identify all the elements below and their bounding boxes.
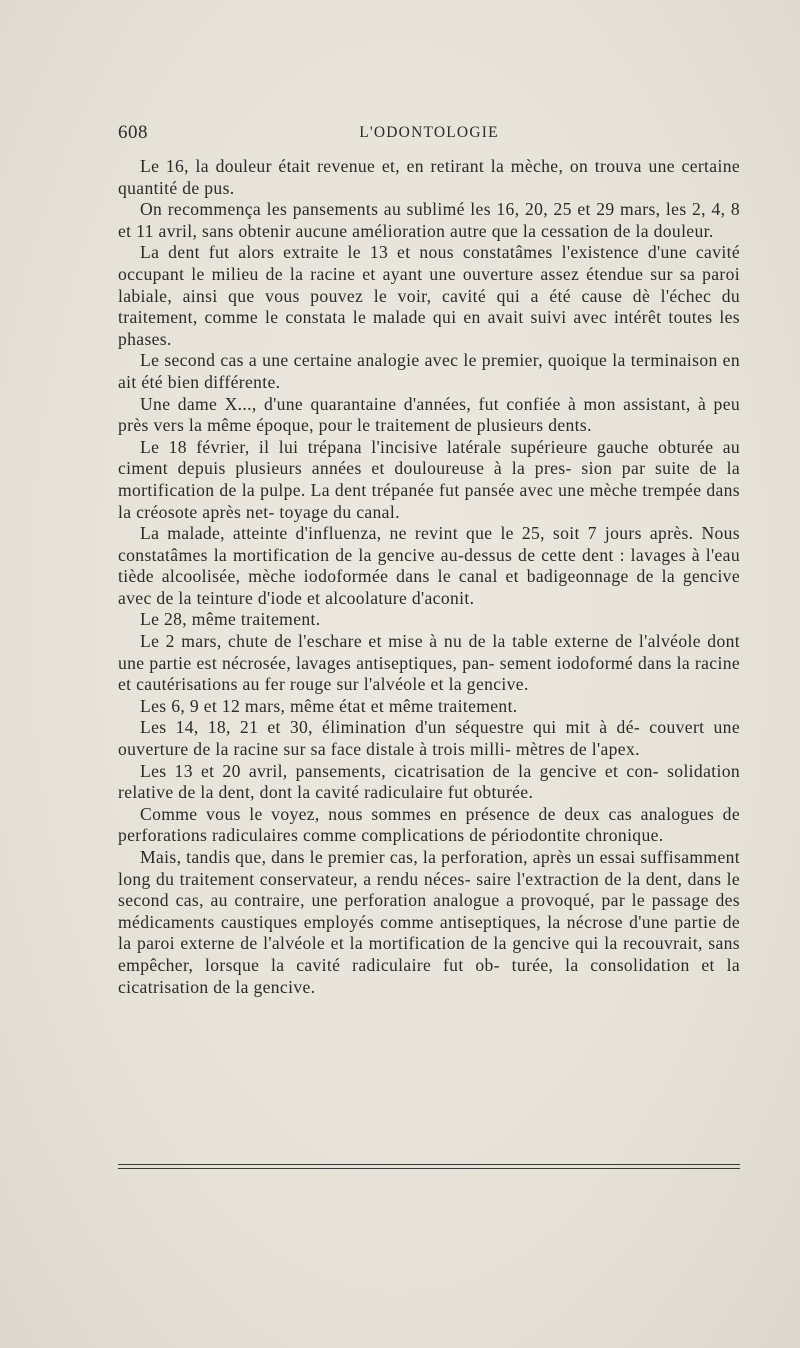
paragraph: Le 28, même traitement. [140, 609, 321, 630]
footer-rule-double [118, 1168, 740, 1169]
running-title: L'ODONTOLOGIE [359, 124, 499, 141]
paragraph: Mais, tandis que, dans le premier cas, la perforation, après un essai suffisamment long du traitement conservateur, a rendu néces- saire l'extraction de la dent, dans le second cas, au contraire, une perforation analogue a provoqué, par le passage des médicaments caustiques employés comme antiseptiques, la nécrose d'une partie de la paroi externe de l'alvéole et la mortification de la gencive qui la recouvrait, sans empêcher, lorsque la cavité radiculaire fut ob- turée, la consolidation et la cicatrisation de la gencive. [118, 847, 740, 997]
paragraph: Les 13 et 20 avril, pansements, cicatrisation de la gencive et con- solidation relative de la dent, dont la cavité radiculaire fut obturée. [118, 760, 740, 803]
paragraph: Comme vous le voyez, nous sommes en présence de deux cas analogues de perforations radiculaires comme complications de périodontite chronique. [118, 803, 740, 846]
paragraph: Une dame X..., d'une quarantaine d'années, fut confiée à mon assistant, à peu près vers la même époque, pour le traitement de plusieurs dents. [118, 393, 740, 436]
paragraph: Le 18 février, il lui trépana l'incisive latérale supérieure gauche obturée au ciment depuis plusieurs années et douloureuse à la pres- sion par suite de la mortification de la pulpe. La dent trépanée fut pansée avec une mèche trempée dans la créosote après net- toyage du canal. [118, 436, 740, 522]
paragraph: Le 2 mars, chute de l'eschare et mise à nu de la table externe de l'alvéole dont une partie est nécrosée, lavages antiseptiques, pan- sement iodoformé dans la racine et cautérisations au fer rouge sur l'alvéole et la gencive. [118, 631, 740, 695]
paragraph: La malade, atteinte d'influenza, ne revint que le 25, soit 7 jours après. Nous constatâmes la mortification de la gencive au-dessus de cette dent : lavages à l'eau tiède alcoolisée, mèche iodoformée dans le canal et badigeonnage de la gencive avec de la teinture d'iode et alcoolature d'aconit. [118, 523, 740, 608]
paragraph: On recommença les pansements au sublimé les 16, 20, 25 et 29 mars, les 2, 4, 8 et 11 avril, sans obtenir aucune amélioration autre que la cessation de la douleur. [118, 199, 740, 241]
footer-rule [118, 1164, 740, 1165]
paragraph: Le 16, la douleur était revenue et, en retirant la mèche, on trouva une certaine quantité de pus. [118, 156, 740, 198]
page-header [118, 122, 740, 146]
body-text [118, 156, 740, 998]
page-number: 608 [118, 122, 148, 143]
paragraph: Les 14, 18, 21 et 30, élimination d'un séquestre qui mit à dé- couvert une ouverture de la racine sur sa face distale à trois milli- mètres de l'apex. [118, 717, 740, 760]
paragraph: La dent fut alors extraite le 13 et nous constatâmes l'existence d'une cavité occupant le milieu de la racine et ayant une ouverture assez étendue sur sa paroi labiale, ainsi que vous pouvez le voir, cavité qui a été cause dè l'échec du traitement, comme le constata le malade qui en avait suivi avec intérêt toutes les phases. [118, 242, 740, 349]
paragraph: Le second cas a une certaine analogie avec le premier, quoique la terminaison en ait été bien différente. [118, 350, 740, 392]
paragraph: Les 6, 9 et 12 mars, même état et même traitement. [140, 695, 518, 716]
